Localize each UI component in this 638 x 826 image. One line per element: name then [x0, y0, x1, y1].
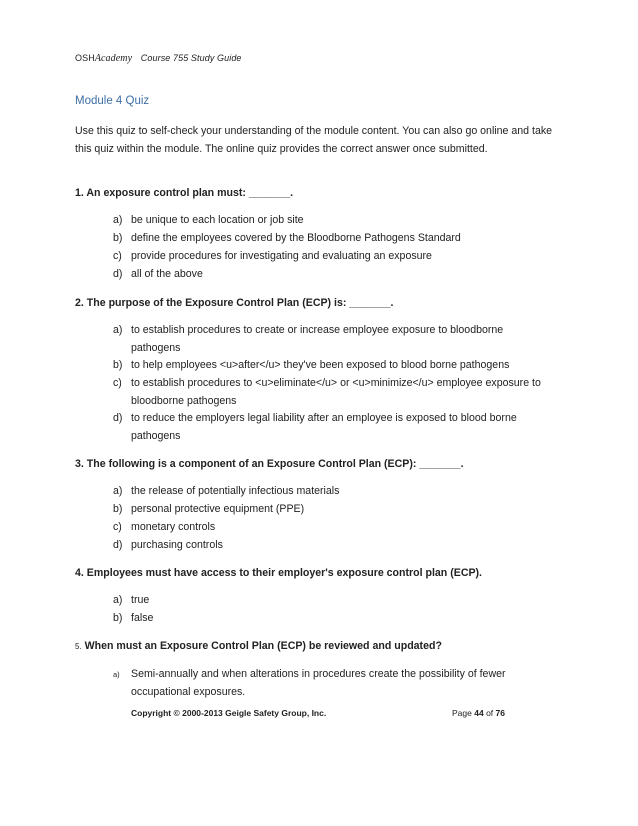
page-number: Page 44 of 76 [452, 708, 506, 718]
question-2-option-b: b) to help employees <u>after</u> they've been exposed to blood borne pathogens [113, 359, 510, 371]
page-title: Module 4 Quiz [75, 95, 150, 107]
question-4-option-b: b) false [113, 612, 154, 624]
question-2-option-d: d) to reduce the employers legal liability after an employee is exposed to blood borne pathogens [113, 412, 517, 442]
question-5: 5. When must an Exposure Control Plan (ECP) be reviewed and updated? [75, 640, 442, 652]
question-2-option-a: a) to establish procedures to create or increase employee exposure to bloodborne pathogens [113, 324, 504, 354]
course-guide-title: Course 755 Study Guide [140, 53, 242, 63]
intro-paragraph: Use this quiz to self-check your understanding of the module content. You can also go online and take this quiz within the module. The online quiz provides the correct answer once submitted. [75, 125, 553, 155]
question-3-option-c: c) monetary controls [113, 521, 216, 533]
question-1-option-c: c) provide procedures for investigating and evaluating an exposure [113, 250, 432, 262]
question-1: 1. An exposure control plan must: _______. [75, 187, 294, 199]
page-header [75, 53, 242, 64]
question-3: 3. The following is a component of an Exposure Control Plan (ECP): _______. [75, 458, 464, 470]
question-1-option-a: a) be unique to each location or job site [113, 214, 304, 226]
question-4: 4. Employees must have access to their employer's exposure control plan (ECP). [75, 567, 483, 579]
question-3-option-d: d) purchasing controls [113, 539, 223, 551]
question-1-option-d: d) all of the above [113, 268, 203, 280]
copyright-footer: Copyright © 2000-2013 Geigle Safety Group, Inc. [131, 708, 327, 718]
question-2: 2. The purpose of the Exposure Control Plan (ECP) is: _______. [75, 297, 394, 309]
question-2-option-c: c) to establish procedures to <u>eliminate</u> or <u>minimize</u> employee exposure to bloodborne pathogens [113, 377, 541, 407]
question-3-option-b: b) personal protective equipment (PPE) [113, 503, 305, 515]
brand-logo-text: OSHAcademy [75, 53, 133, 64]
question-5-option-a: a) Semi-annually and when alterations in procedures create the possibility of fewer occupational exposures. [113, 668, 506, 698]
question-4-option-a: a) true [113, 594, 150, 606]
question-1-option-b: b) define the employees covered by the Bloodborne Pathogens Standard [113, 232, 461, 244]
question-3-option-a: a) the release of potentially infectious materials [113, 485, 340, 497]
